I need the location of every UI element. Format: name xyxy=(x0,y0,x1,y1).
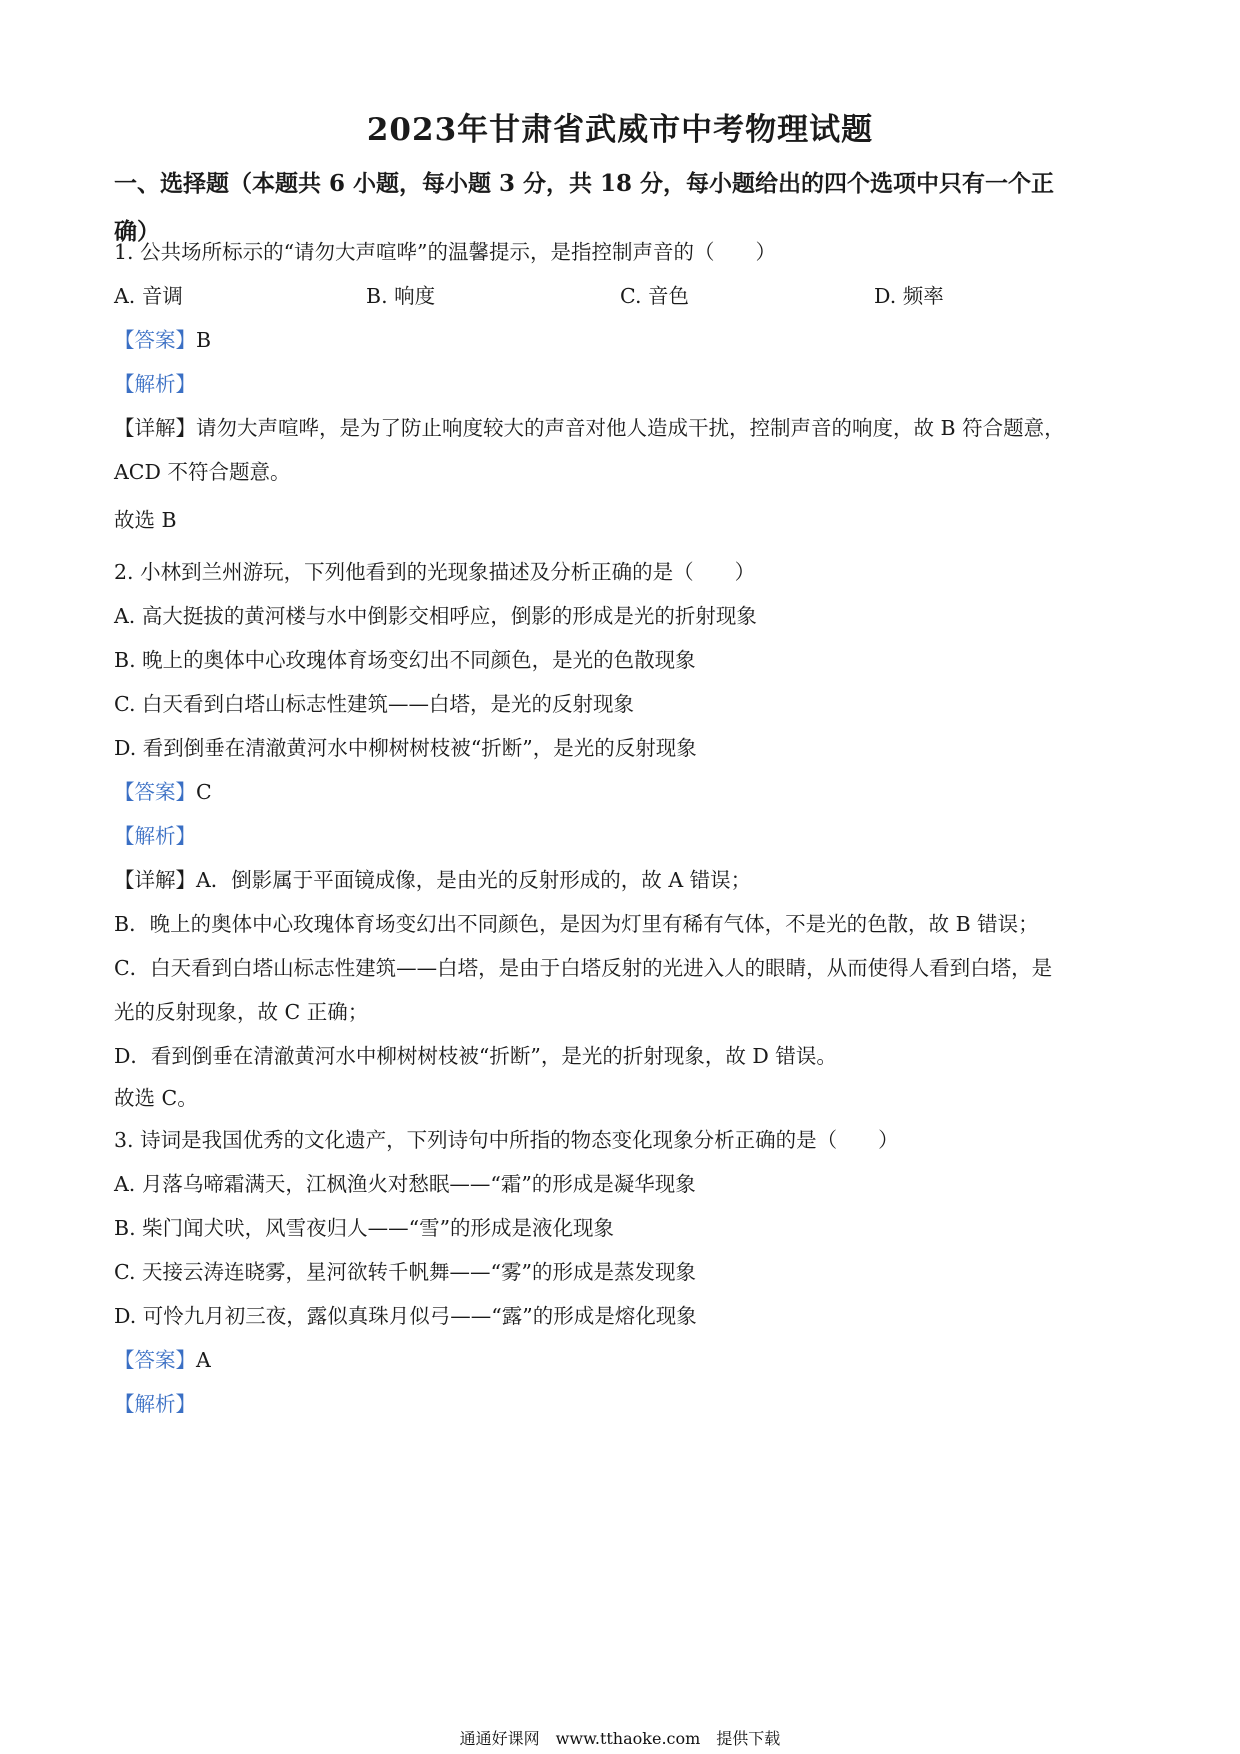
answer-tag: 【答案】 xyxy=(114,1348,196,1372)
q2-detail-c2: 光的反射现象，故 C 正确； xyxy=(114,1000,369,1024)
section-heading-line1: 一、选择题（本题共 6 小题，每小题 3 分，共 18 分，每小题给出的四个选项中只有一个正 xyxy=(114,170,1055,197)
q2-detail-b: B．晚上的奥体中心玫瑰体育场变幻出不同颜色，是因为灯里有稀有气体，不是光的色散，故 B 错误； xyxy=(114,912,1039,936)
q1-detail-line1 xyxy=(114,413,1130,443)
page-title: 2023年甘肃省武威市中考物理试题 xyxy=(366,112,874,148)
q1-conclusion: 故选 B xyxy=(114,508,177,532)
q3-option-c: C. 天接云涛连晓雾，星河欲转千帆舞——“雾”的形成是蒸发现象 xyxy=(114,1260,696,1284)
analysis-tag: 【解析】 xyxy=(114,372,196,396)
q2-detail-a xyxy=(114,865,1130,895)
q1-answer-value: B xyxy=(196,328,212,352)
q3-answer xyxy=(114,1345,1130,1375)
q1-option-c: C. 音色 xyxy=(620,284,689,308)
q2-detail-a-text: A．倒影属于平面镜成像，是由光的反射形成的，故 A 错误； xyxy=(196,868,752,892)
analysis-tag: 【解析】 xyxy=(114,824,196,848)
answer-tag: 【答案】 xyxy=(114,780,196,804)
q1-detail-text1: 请勿大声喧哗，是为了防止响度较大的声音对他人造成干扰，控制声音的响度，故 B 符合题意， xyxy=(196,416,1065,440)
q3-option-b: B. 柴门闻犬吠，风雪夜归人——“雪”的形成是液化现象 xyxy=(114,1216,615,1240)
q1-analysis xyxy=(114,369,1130,399)
q2-option-a: A. 高大挺拔的黄河楼与水中倒影交相呼应，倒影的形成是光的折射现象 xyxy=(114,604,757,628)
detail-tag: 【详解】 xyxy=(114,416,196,440)
footer-watermark: 通通好课网 www.tthaoke.com 提供下载 xyxy=(459,1729,781,1748)
section-heading-line2: 确） xyxy=(114,218,160,245)
q2-detail-c1: C．白天看到白塔山标志性建筑——白塔，是由于白塔反射的光进入人的眼睛，从而使得人看到白塔，是 xyxy=(114,956,1053,980)
q1-detail-line2: ACD 不符合题意。 xyxy=(114,460,291,484)
q1-stem: 1. 公共场所标示的“请勿大声喧哗”的温馨提示，是指控制声音的（ ） xyxy=(114,240,777,264)
q1-option-a: A. 音调 xyxy=(114,284,183,308)
q2-option-c: C. 白天看到白塔山标志性建筑——白塔，是光的反射现象 xyxy=(114,692,634,716)
q2-conclusion: 故选 C。 xyxy=(114,1086,198,1110)
q1-answer xyxy=(114,325,1130,355)
detail-tag: 【详解】 xyxy=(114,868,196,892)
q2-detail-d: D．看到倒垂在清澈黄河水中柳树树枝被“折断”，是光的折射现象，故 D 错误。 xyxy=(114,1044,837,1068)
q3-analysis xyxy=(114,1389,1130,1419)
q2-option-d: D. 看到倒垂在清澈黄河水中柳树树枝被“折断”，是光的反射现象 xyxy=(114,736,697,760)
q3-option-d: D. 可怜九月初三夜，露似真珠月似弓——“露”的形成是熔化现象 xyxy=(114,1304,697,1328)
q2-answer xyxy=(114,777,1130,807)
q3-stem: 3. 诗词是我国优秀的文化遗产，下列诗句中所指的物态变化现象分析正确的是（ ） xyxy=(114,1128,899,1152)
answer-tag: 【答案】 xyxy=(114,328,196,352)
q1-option-d: D. 频率 xyxy=(874,284,944,308)
q3-answer-value: A xyxy=(196,1348,211,1372)
q3-option-a: A. 月落乌啼霜满天，江枫渔火对愁眠——“霜”的形成是凝华现象 xyxy=(114,1172,696,1196)
q2-answer-value: C xyxy=(196,780,212,804)
q2-option-b: B. 晚上的奥体中心玫瑰体育场变幻出不同颜色，是光的色散现象 xyxy=(114,648,696,672)
analysis-tag: 【解析】 xyxy=(114,1392,196,1416)
q2-analysis xyxy=(114,821,1130,851)
q1-option-b: B. 响度 xyxy=(366,284,436,308)
q2-stem: 2. 小林到兰州游玩，下列他看到的光现象描述及分析正确的是（ ） xyxy=(114,560,756,584)
